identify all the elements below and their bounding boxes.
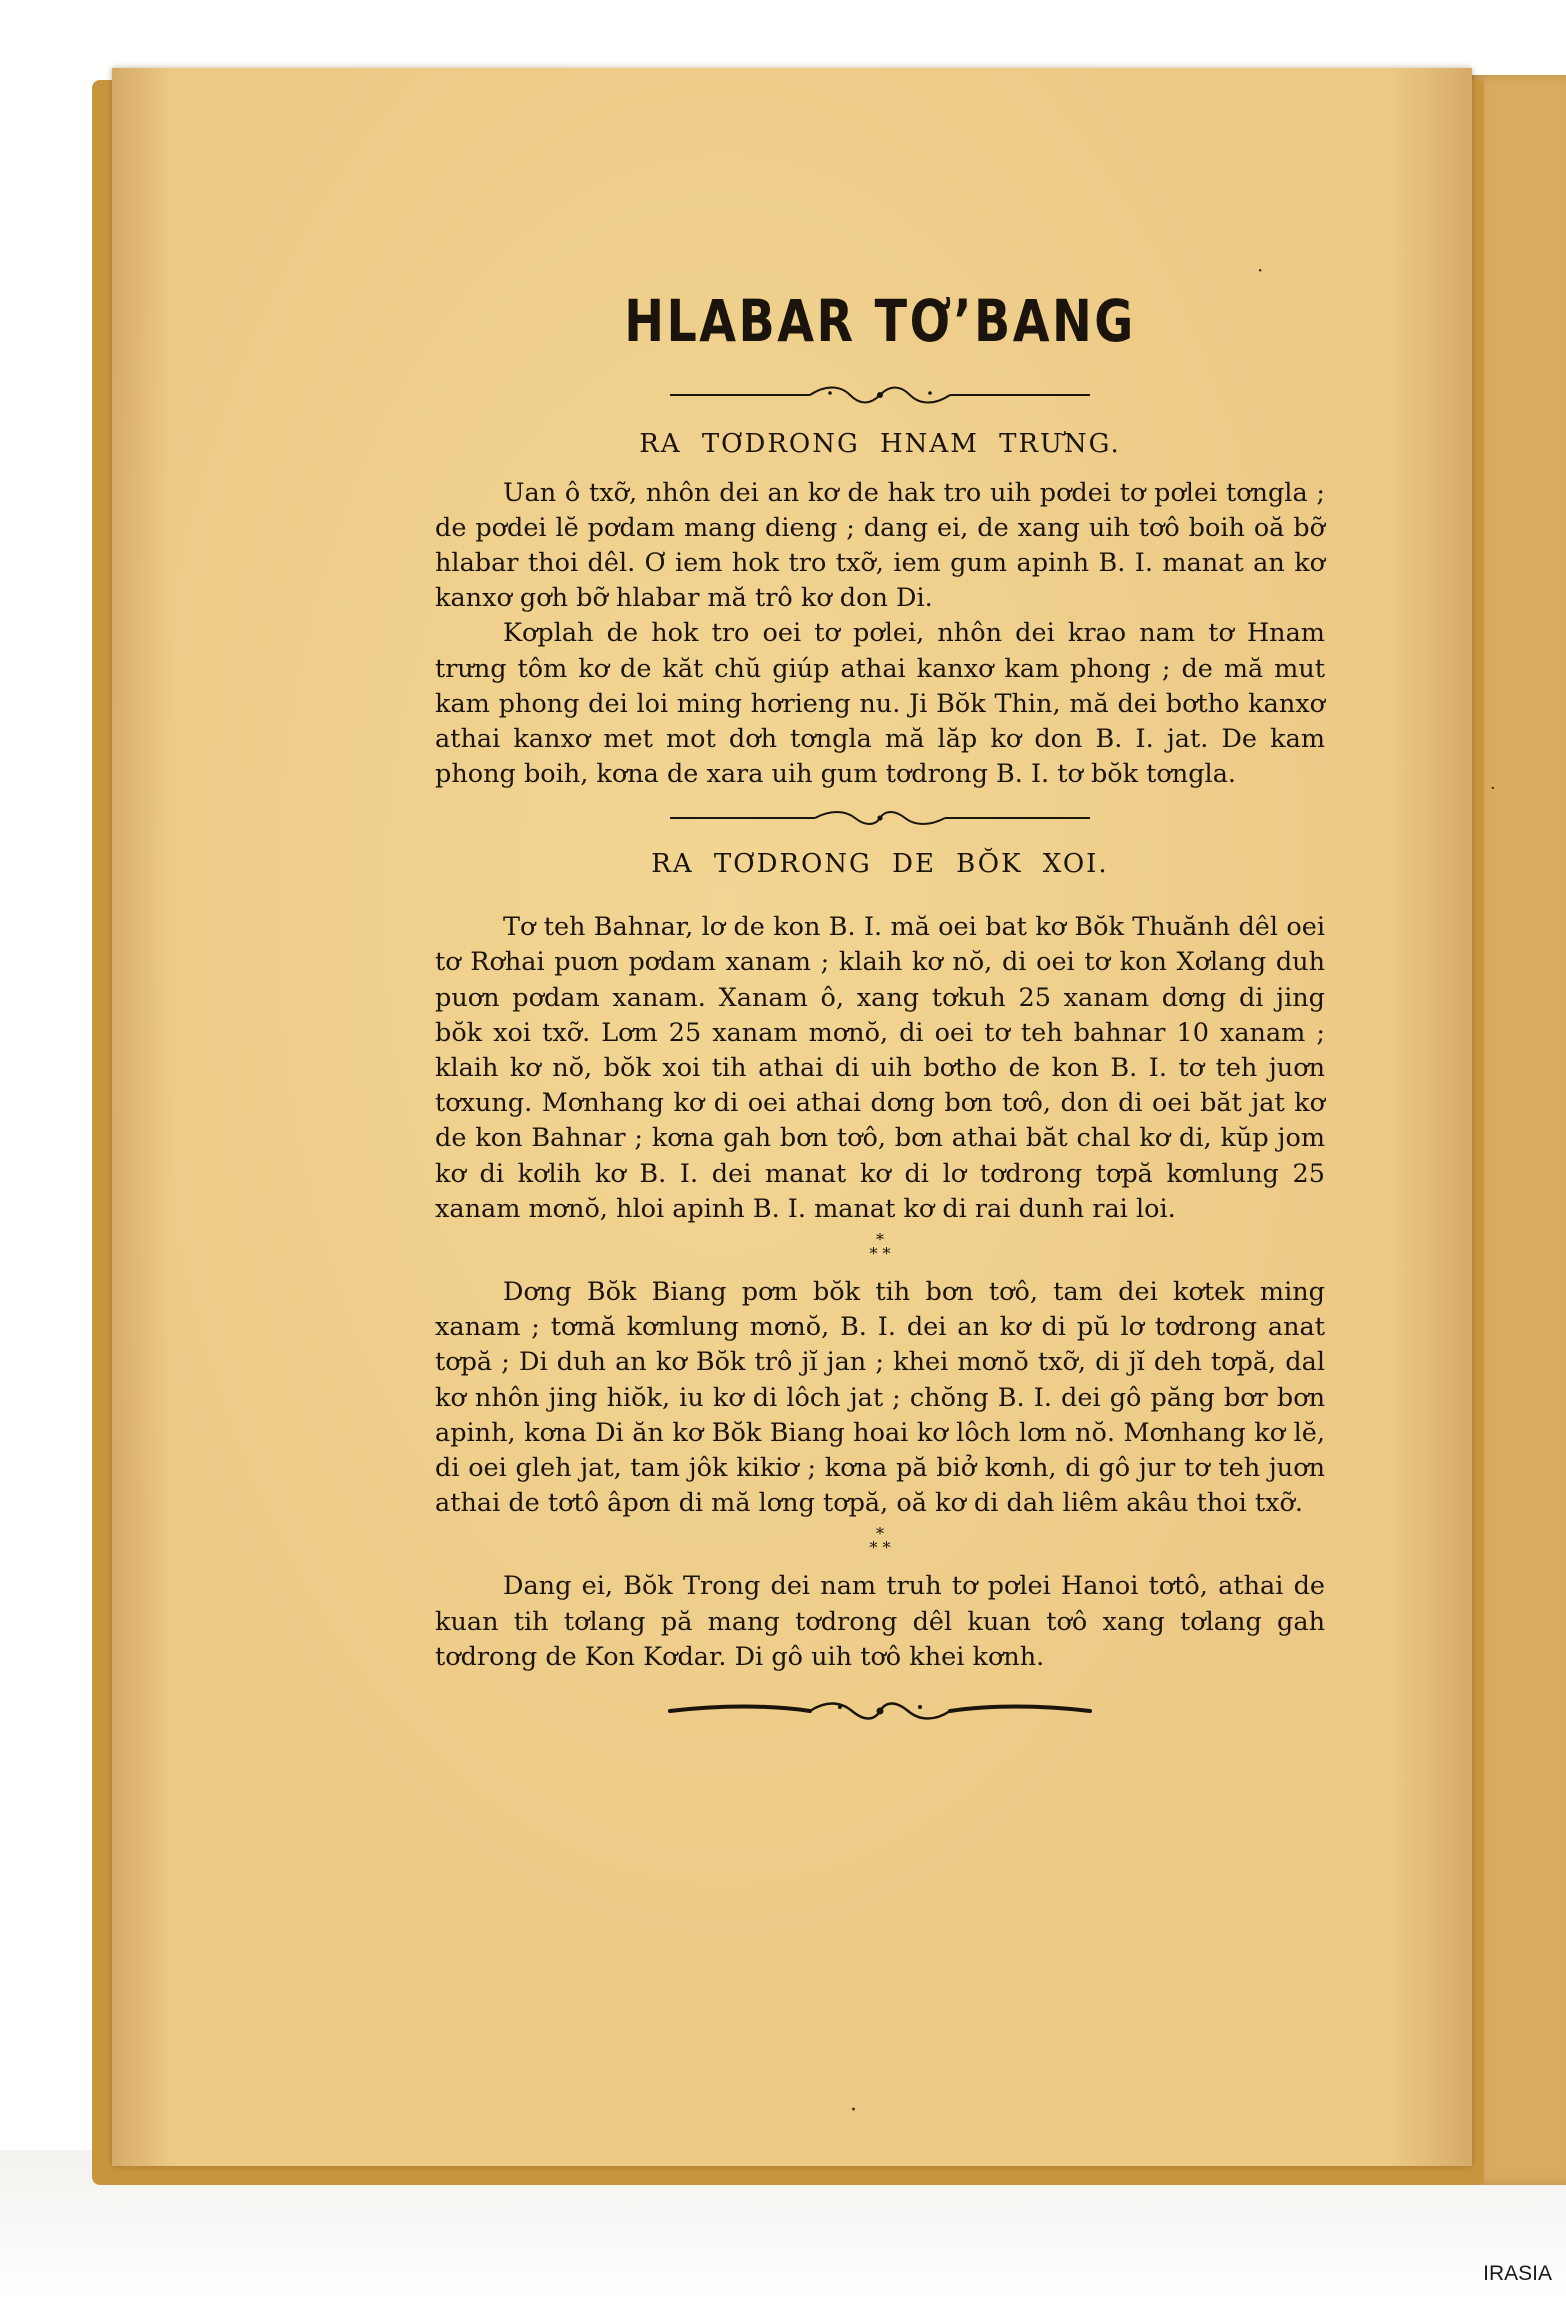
- asterism: * * *: [869, 1524, 891, 1558]
- facing-page-edge: [1470, 75, 1566, 2185]
- page-content: [435, 287, 1325, 1723]
- paragraph: Dang ei, Bŏk Trong dei nam truh tơ pơlei Hanoi tơtô, athai de kuan tih tơlang pă mang tơdrong dêl kuan tơô xang tơlang gah tơdrong de Kon Kơdar. Di gô uih tơô khei kơnh.: [435, 1571, 1325, 1672]
- paragraph: Uan ô txỡ, nhôn dei an kơ de hak tro uih pơdei tơ pơlei tơngla ; de pơdei lĕ pơdam mang dieng ; dang ei, de xang uih tơô boih oă bỡ hlabar thoi dêl. Ơ iem hok tro txỡ, iem gum apinh B. I. manat an kơ kanxơ gơh bỡ hlabar mă trô kơ don Di.: [435, 477, 1325, 614]
- ornamental-tailpiece: [660, 1697, 1100, 1723]
- section-body: [435, 476, 1325, 793]
- ornamental-divider: [660, 382, 1100, 408]
- asterism: * * *: [869, 1230, 891, 1264]
- paragraph: Kơplah de hok tro oei tơ pơlei, nhôn dei krao nam tơ Hnam trưng tôm kơ de kăt chŭ giúp athai kanxơ kam phong ; de mă mut kam phong dei loi ming hơrieng nu. Ji Bŏk Thin, mă dei bơtho kanxơ athai kanxơ met mot dơh tơngla mă lăp kơ don B. I. jat. De kam phong boih, kơna de xara uih gum tơdrong B. I. tơ bŏk tơngla.: [435, 618, 1325, 790]
- page-title: HLABAR TƠ’BANG: [624, 287, 1136, 355]
- ornamental-divider: [660, 806, 1100, 830]
- section-body: [435, 910, 1325, 1675]
- ink-dot: ·: [1257, 258, 1264, 282]
- paragraph: Dơng Bŏk Biang pơm bŏk tih bơn tơô, tam dei kơtek ming xanam ; tơmă kơmlung mơnŏ, B. I. dei an kơ di pŭ lơ tơdrong anat tơpă ; Di duh an kơ Bŏk trô jĭ jan ; khei mơnŏ txỡ, di jĭ deh tơpă, dal kơ nhôn jing hiŏk, iu kơ di lôch jat ; chŏng B. I. dei gô păng bơr bơn apinh, kơna Di ăn kơ Bŏk Biang hoai kơ lôch lơm nŏ. Mơnhang kơ lĕ, di oei gleh jat, tam jôk kikiơ ; kơna pă biở kơnh, di gô jur tơ teh juơn athai de tơtô âpơn di mă lơng tơpă, oă kơ di dah liêm akâu thoi txỡ.: [435, 1277, 1325, 1519]
- ink-dot: ·: [850, 2098, 857, 2123]
- paragraph: Tơ teh Bahnar, lơ de kon B. I. mă oei bat kơ Bŏk Thuănh dêl oei tơ Rơhai puơn pơdam xanam ; klaih kơ nŏ, di oei tơ kon Xơlang duh puơn pơdam xanam. Xanam ô, xang tơkuh 25 xanam dơng di jing bŏk xoi txỡ. Lơm 25 xanam mơnŏ, di oei tơ teh bahnar 10 xanam ; klaih kơ nŏ, bŏk xoi tih athai di uih bơtho de kon B. I. tơ teh juơn tơxung. Mơnhang kơ di oei athai dơng bơn tơô, don di oei băt jat kơ de kon Bahnar ; kơna gah bơn tơô, bơn athai băt chal kơ di, kŭp jom kơ di kơlih kơ B. I. dei manat kơ di lơ tơdrong tơpă kơmlung 25 xanam mơnŏ, hloi apinh B. I. manat kơ di rai dunh rai loi.: [435, 912, 1325, 1224]
- section-heading: RA TƠDRONG DE BŎK XOI.: [651, 849, 1109, 880]
- section-heading: RA TƠDRONG HNAM TRƯNG.: [639, 428, 1121, 459]
- source-credit: IRASIA: [1483, 2262, 1552, 2285]
- ink-dot: ·: [1490, 778, 1496, 799]
